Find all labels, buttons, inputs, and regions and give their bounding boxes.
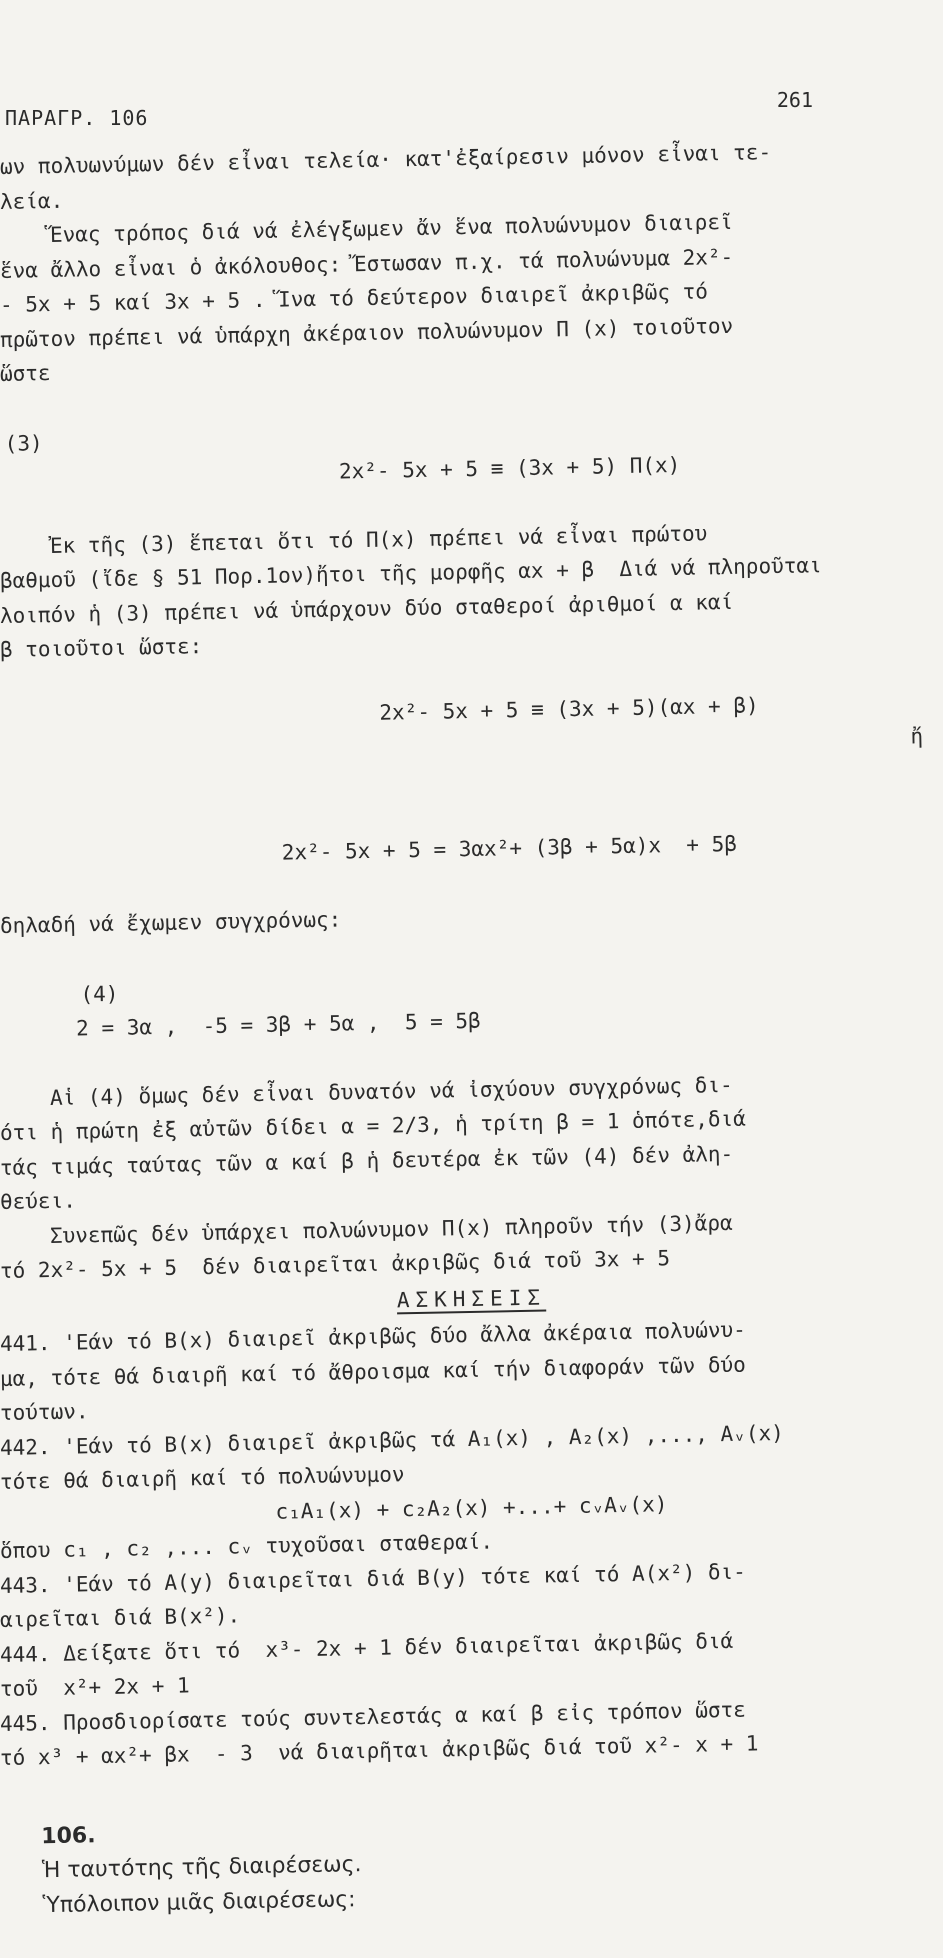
running-header [0, 88, 943, 130]
exercise-text: Δείξατε ὅτι τό x³- 2x + 1 δέν διαιρεῖται ἀκριβῶς διά [62, 1628, 734, 1666]
text-line: τάς τιμάς ταύτας τῶν α καί β ἡ δευτέρα ἐκ τῶν (4) δέν ἀλη- [0, 1141, 734, 1180]
text-line: Ἕνας τρόπος διά νά ἐλέγξωμεν ἄν ἕνα πολυώνυμον διαιρεῖ [49, 209, 733, 248]
section-number: 106. [41, 1822, 96, 1849]
text-line: Ἐκ τῆς (3) ἕπεται ὅτι τό Π(x) πρέπει νά εἶναι πρώτου [49, 520, 708, 558]
exercises-title: ΑΣΚΗΣΕΙΣ [396, 1285, 547, 1312]
equation-expression: 2x²- 5x + 5 ≡ (3x + 5)(αx + β) [379, 692, 759, 724]
equation-3 [0, 373, 943, 529]
exercise-number: 444. [0, 1641, 51, 1667]
equation-suffix: ἤ [910, 723, 924, 749]
section-title: Ἡ ταυτότης τῆς διαιρέσεως. [41, 1851, 362, 1883]
exercise-line: ὅπου c₁ , c₂ ,... cᵥ τυχοῦσαι σταθεραί. [0, 1529, 494, 1563]
exercise-text: 'Εάν τό B(x) διαιρεῖ ἀκριβῶς τά A₁(x) , A₂(x) ,..., Aᵥ(x) [62, 1420, 784, 1459]
equation-expanded [0, 787, 943, 909]
exercise-text: 'Εάν τό B(x) διαιρεῖ ἀκριβῶς δύο ἄλλα ἀκέραια πολυώνυ- [62, 1317, 747, 1355]
text-line: Συνεπῶς δέν ὑπάρχει πολυώνυμον Π(x) πληροῦν τήν (3)ἄρα [49, 1210, 733, 1248]
exercise-line: τό x³ + αx²+ βx - 3 νά διαιρῆται ἀκριβῶς διά τοῦ x²- x + 1 [0, 1731, 759, 1770]
header-section-label: ΠΑΡΑΓΡ. 106 [5, 106, 149, 130]
exercise-445 [0, 1697, 943, 1776]
text-line: τό 2x²- 5x + 5 δέν διαιρεῖται ἀκριβῶς διά τοῦ 3x + 5 [0, 1246, 671, 1283]
exercise-line: αιρεῖται διά B(x²). [0, 1603, 241, 1632]
exercise-line: τότε θά διαιρῆ καί τό πολυώνυμον [0, 1462, 405, 1494]
exercise-line: τούτων. [0, 1399, 89, 1425]
text-line: θεύει. [0, 1188, 77, 1214]
text-line: - 5x + 5 καί 3x + 5 . Ἵνα τό δεύτερον διαιρεῖ ἀκριβῶς τό [0, 279, 709, 317]
page-number: 261 [776, 88, 813, 112]
text-line: πρῶτον πρέπει νά ὑπάρχη ἀκέραιον πολυώνυμον Π (x) τοιοῦτον [0, 313, 734, 352]
text-line: β τοιοῦτοι ὥστε: [0, 634, 203, 662]
text-line: βαθμοῦ (ἴδε § 51 Πορ.1ον)ἤτοι τῆς μορφῆς αx + β Διά νά πληροῦται [0, 553, 822, 593]
equation-identity [0, 649, 943, 805]
equation-label: (4) [80, 980, 119, 1006]
section-heading [0, 1767, 943, 1958]
text-line: δηλαδή νά ἔχωμεν συγχρόνως: [0, 907, 342, 938]
exercise-line: μα, τότε θά διαιρῆ καί τό ἄθροισμα καί τήν διαφοράν τῶν δύο [0, 1352, 747, 1391]
exercise-line: c₁A₁(x) + c₂A₂(x) +...+ cᵥAᵥ(x) [275, 1491, 668, 1524]
section-subtitle: Ὑπόλοιπον μιᾶς διαιρέσεως: [42, 1886, 356, 1918]
equation-expression: 2x²- 5x + 5 ≡ (3x + 5) Π(x) [338, 452, 681, 483]
equation-expression: 2x²- 5x + 5 = 3αx²+ (3β + 5α)x + 5β [281, 830, 738, 864]
text-line: ἕνα ἄλλο εἶναι ὁ ἀκόλουθος: Ἔστωσαν π.χ. τά πολυώνυμα 2x²- [0, 244, 734, 283]
exercise-number: 442. [0, 1434, 51, 1460]
exercise-text: 'Εάν τό A(y) διαιρεῖται διά B(y) τότε καί τό A(x²) δι- [62, 1559, 747, 1597]
exercise-text: Προσδιορίσατε τούς συντελεστάς α καί β εἰς τρόπον ὥστε [62, 1697, 747, 1735]
text-line: ων πολυωνύμων δέν εἶναι τελεία· κατ'ἐξαίρεσιν μόνον εἶναι τε- [0, 140, 772, 179]
exercise-number: 445. [0, 1710, 51, 1736]
exercise-line: τοῦ x²+ 2x + 1 [0, 1673, 190, 1701]
exercise-number: 443. [0, 1572, 51, 1598]
page-body [0, 140, 943, 1958]
exercise-number: 441. [0, 1331, 51, 1356]
text-line: λεία. [0, 188, 64, 214]
text-line: Αἱ (4) ὅμως δέν εἶναι δυνατόν νά ἰσχύουν συγχρόνως δι- [49, 1072, 733, 1110]
text-line: ὥστε [0, 361, 51, 386]
equation-expression: 2 = 3α , -5 = 3β + 5α , 5 = 5β [75, 1008, 481, 1041]
equation-4 [0, 925, 943, 1081]
equation-label: (3) [4, 430, 43, 455]
text-line: λοιπόν ἡ (3) πρέπει νά ὑπάρχουν δύο σταθεροί ἀριθμοί α καί [0, 589, 734, 628]
text-line: ότι ἡ πρώτη ἐξ αὐτῶν δίδει α = 2/3, ἡ τρίτη β = 1 ὁπότε,διά [0, 1106, 747, 1145]
